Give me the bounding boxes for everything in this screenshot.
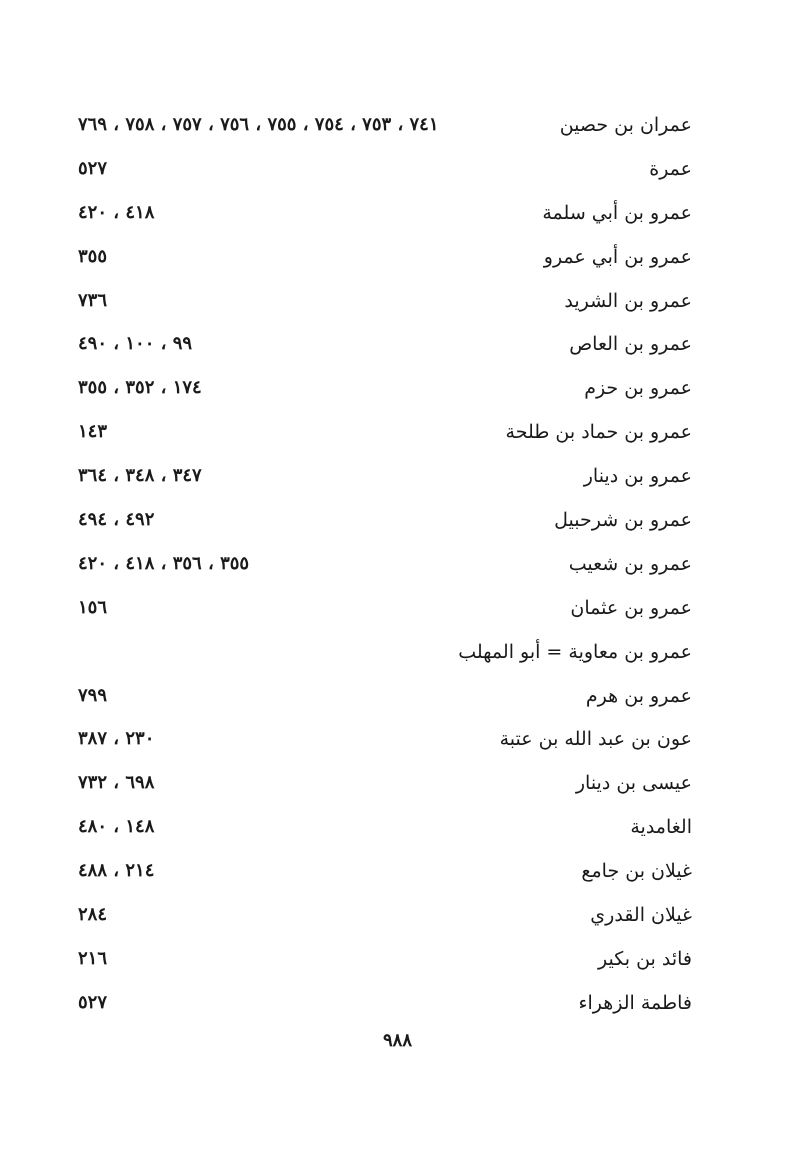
entry-page-refs: ٥٢٧ — [78, 991, 108, 1013]
index-entry — [78, 414, 692, 458]
index-entry — [78, 502, 692, 546]
entry-name: فائد بن بكير — [598, 947, 692, 970]
entry-name: عمرو بن هرم — [585, 684, 692, 707]
entry-page-refs: ١٤٣ — [78, 421, 108, 443]
entry-page-refs: ٣٥٥ — [78, 245, 108, 267]
index-entry — [78, 634, 692, 678]
index-entry — [78, 326, 692, 370]
entry-name: عمرو بن عثمان — [570, 596, 692, 619]
entry-page-refs: ٧٩٩ — [78, 684, 108, 706]
entry-name: عمرو بن حزم — [584, 377, 692, 400]
entry-page-refs: ٧٤١ ، ٧٥٣ ، ٧٥٤ ، ٧٥٥ ، ٧٥٦ ، ٧٥٧ ، ٧٥٨ ، ٧٦٩ — [78, 114, 439, 135]
entry-name: عمرو بن أبي سلمة — [542, 201, 692, 224]
index-entry — [78, 283, 692, 327]
entry-name: فاطمة الزهراء — [578, 991, 692, 1014]
entry-name: الغامدية — [630, 816, 692, 839]
entry-page-refs: ٥٢٧ — [78, 157, 108, 179]
index-entry — [78, 458, 692, 502]
entry-page-refs: ١٧٤ ، ٣٥٢ ، ٣٥٥ — [78, 377, 202, 399]
entry-name: عمرو بن حماد بن طلحة — [505, 421, 692, 444]
index-entry — [78, 370, 692, 414]
index-entry — [78, 897, 692, 941]
entry-page-refs: ٦٩٨ ، ٧٣٢ — [78, 772, 155, 794]
index-entry — [78, 678, 692, 722]
index-entry — [78, 721, 692, 765]
entry-page-refs: ٢٨٤ — [78, 904, 108, 926]
index-entry — [78, 151, 692, 195]
entry-name: عمرو بن الشريد — [564, 289, 692, 312]
entry-page-refs: ٢٣٠ ، ٣٨٧ — [78, 728, 155, 750]
entry-name: عمرو بن أبي عمرو — [543, 245, 692, 268]
entry-page-refs: ٢١٦ — [78, 947, 108, 969]
index-entry — [78, 809, 692, 853]
entry-name: عمرو بن العاص — [569, 333, 692, 356]
index-entry — [78, 239, 692, 283]
index-entry — [78, 941, 692, 985]
entry-name: عمرو بن شرحبيل — [554, 509, 692, 532]
entry-page-refs: ٤١٨ ، ٤٢٠ — [78, 201, 155, 223]
index-entry — [78, 546, 692, 590]
entry-name: عمرو بن دينار — [583, 465, 692, 488]
index-entry — [78, 590, 692, 634]
entry-name: عون بن عبد الله بن عتبة — [499, 728, 692, 751]
entry-page-refs: ٣٥٥ ، ٣٥٦ ، ٤١٨ ، ٤٢٠ — [78, 552, 250, 574]
entry-page-refs: ٢١٤ ، ٤٨٨ — [78, 860, 155, 882]
name-index-list — [78, 107, 692, 1029]
entry-name: عمرو بن معاوية = أبو المهلب — [458, 640, 692, 663]
entry-page-refs: ٧٣٦ — [78, 289, 108, 311]
index-entry — [78, 195, 692, 239]
index-entry — [78, 765, 692, 809]
entry-name: عمران بن حصين — [559, 114, 692, 136]
entry-name: عمرو بن شعيب — [568, 552, 692, 575]
entry-name: غيلان القدري — [590, 904, 692, 927]
entry-page-refs: ٤٩٢ ، ٤٩٤ — [78, 509, 155, 531]
entry-name: عمرة — [649, 157, 692, 180]
entry-page-refs: ٩٩ ، ١٠٠ ، ٤٩٠ — [78, 333, 193, 355]
index-entry — [78, 985, 692, 1029]
entry-page-refs: ٣٤٧ ، ٣٤٨ ، ٣٦٤ — [78, 465, 202, 487]
entry-page-refs: ١٤٨ ، ٤٨٠ — [78, 816, 155, 838]
index-entry — [78, 107, 692, 151]
page-number: ٩٨٨ — [382, 1030, 412, 1051]
index-entry — [78, 853, 692, 897]
entry-name: عيسى بن دينار — [575, 772, 692, 795]
entry-name: غيلان بن جامع — [581, 860, 692, 883]
entry-page-refs: ١٥٦ — [78, 596, 108, 618]
